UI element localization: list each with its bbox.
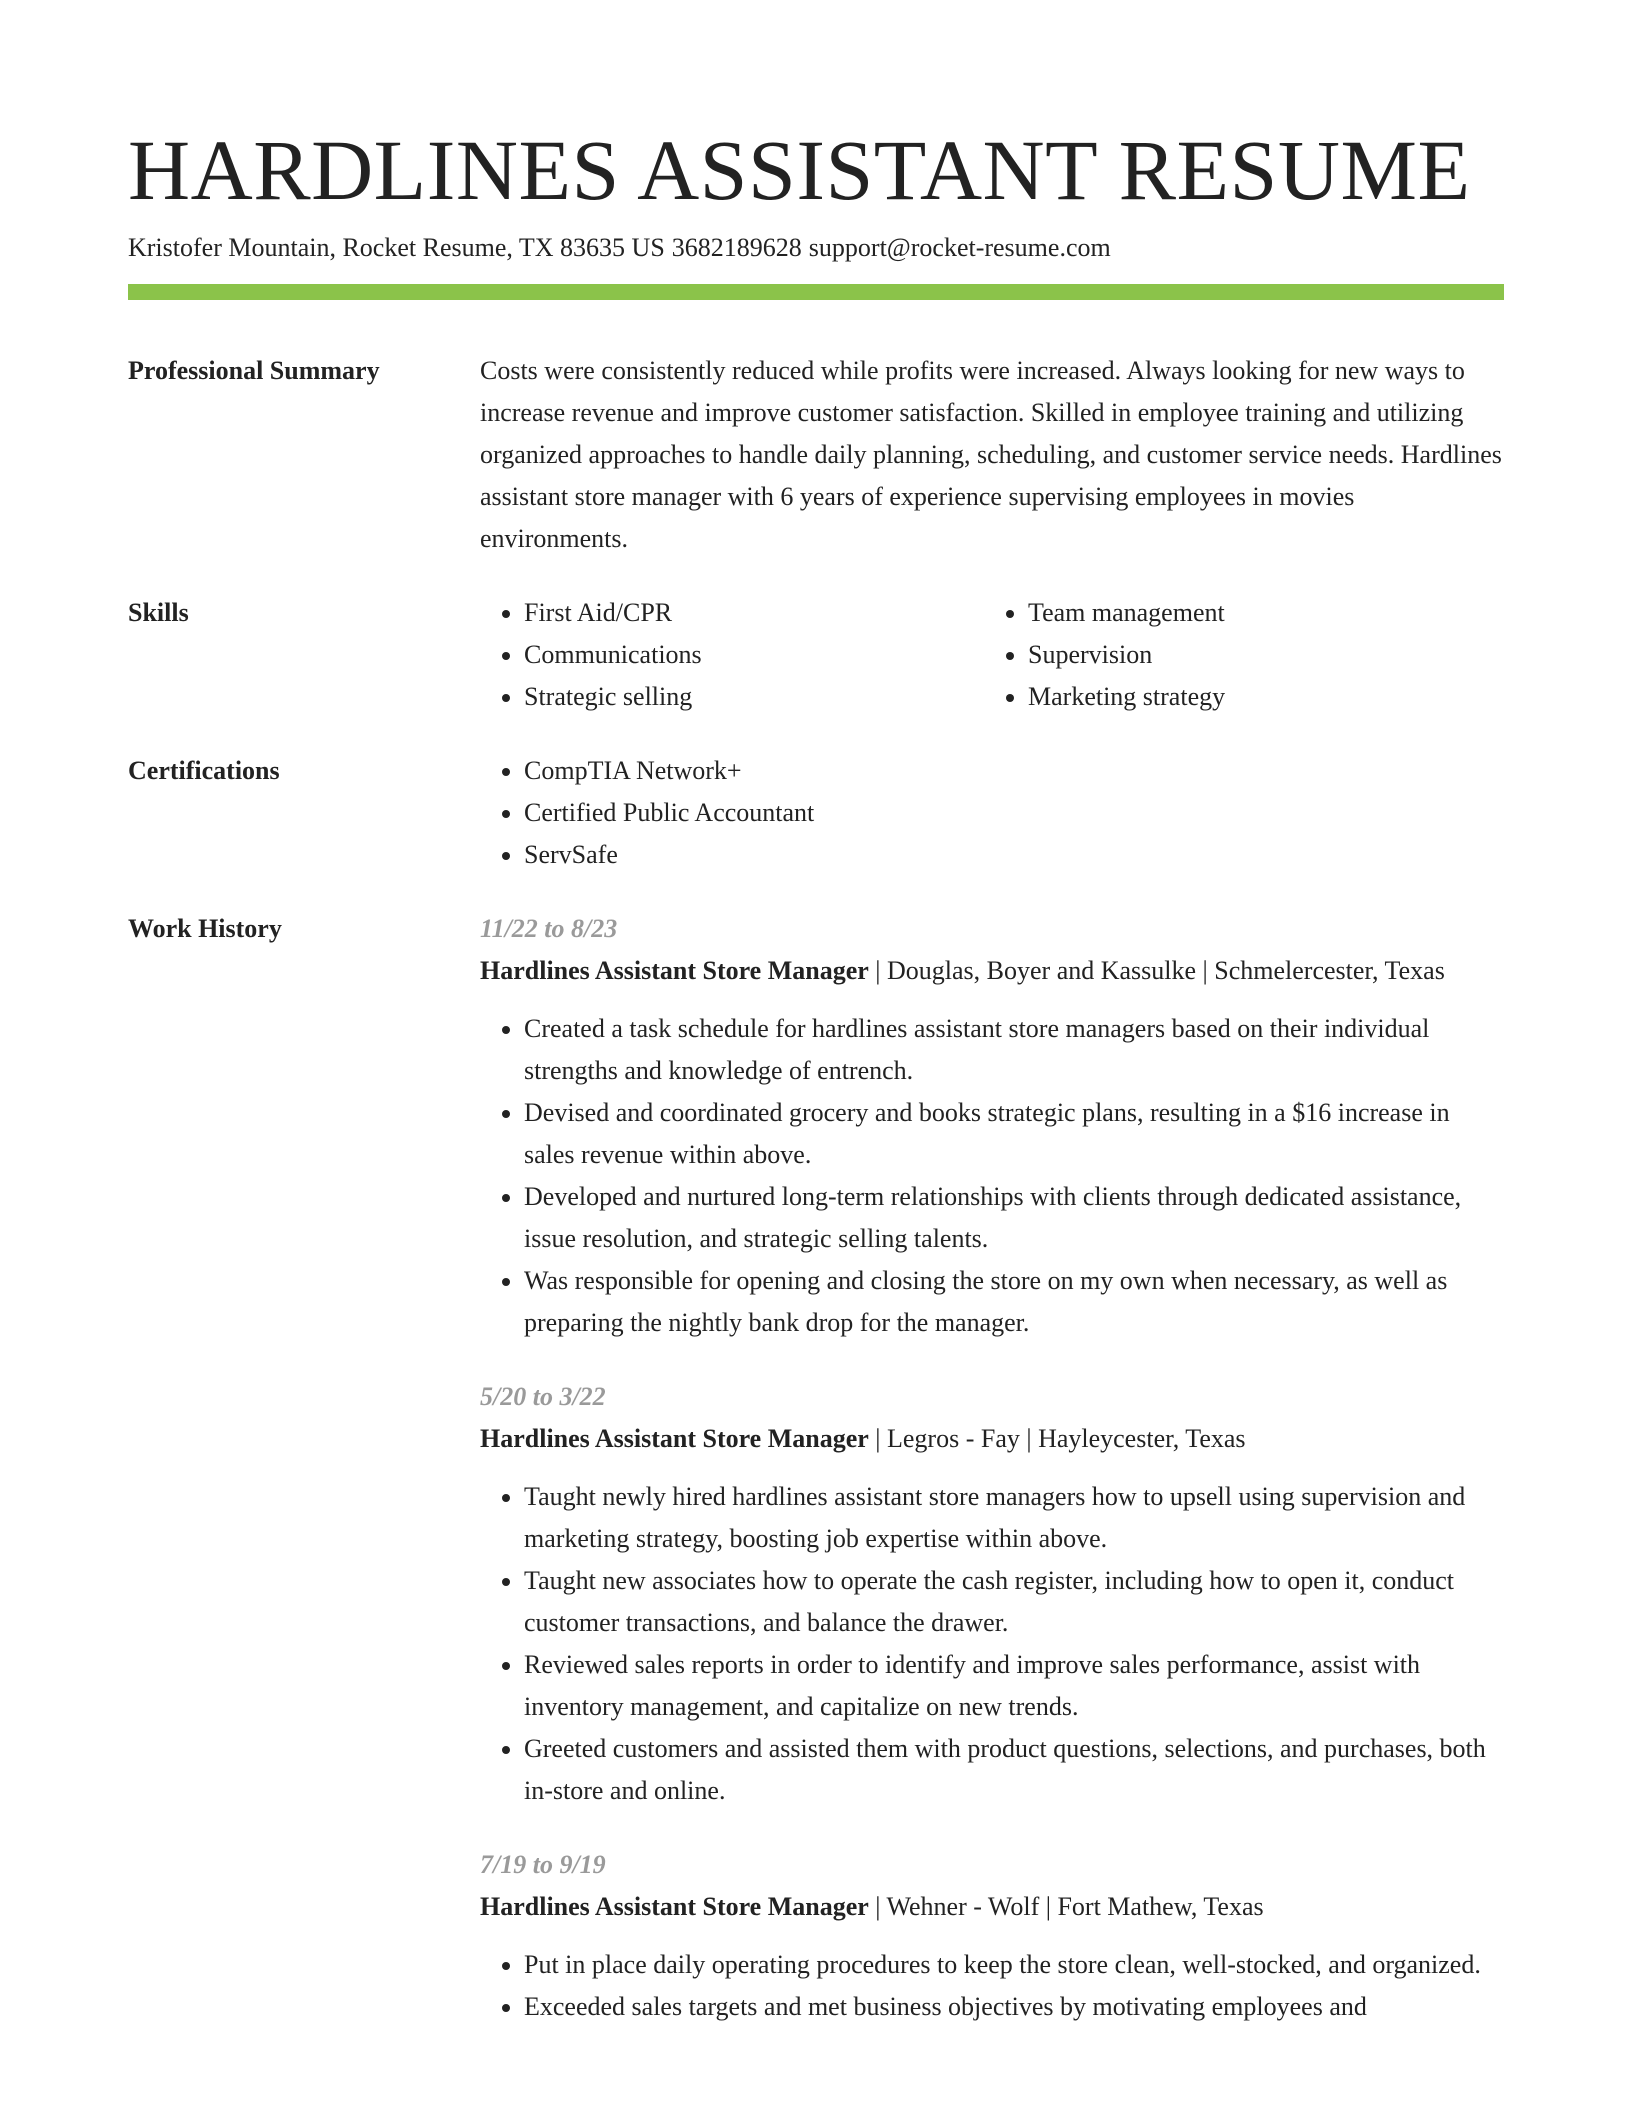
job-bullet: • Developed and nurtured long-term relationships with clients through dedicated assistance, issue resolution, and strategic selling talents.	[524, 1176, 1504, 1260]
skills-column-right	[984, 592, 1532, 718]
certification-item: • CompTIA Network+	[524, 750, 1504, 792]
summary-text: Costs were consistently reduced while profits were increased. Always looking for new ways to increase revenue and improve customer satisfaction. Skilled in employee training and utilizing organized approaches to handle daily planning, scheduling, and customer service needs. Hardlines assistant store manager with 6 years of experience supervising employees in movies environments.	[480, 356, 1502, 553]
job-heading	[480, 1418, 1504, 1460]
resume-title: HARDLINES ASSISTANT RESUME	[128, 122, 1471, 218]
job-details: | Douglas, Boyer and Kassulke | Schmelercester, Texas	[868, 956, 1445, 985]
job-entry	[480, 908, 1504, 1344]
job-heading	[480, 1886, 1504, 1928]
job-bullet: • Taught new associates how to operate the cash register, including how to open it, conduct customer transactions, and balance the drawer.	[524, 1560, 1504, 1644]
job-bullet: • Reviewed sales reports in order to identify and improve sales performance, assist with inventory management, and capitalize on new trends.	[524, 1644, 1504, 1728]
skills-list	[480, 592, 1504, 718]
job-title: Hardlines Assistant Store Manager	[480, 956, 869, 985]
job-bullet: • Exceeded sales targets and met business objectives by motivating employees and	[524, 1986, 1504, 2028]
job-dates: 7/19 to 9/19	[480, 1850, 606, 1879]
job-bullet: • Put in place daily operating procedures to keep the store clean, well-stocked, and organized.	[524, 1944, 1504, 1986]
skill-item: • Team management	[1028, 592, 1532, 634]
certification-item: • ServSafe	[524, 834, 1504, 876]
job-title: Hardlines Assistant Store Manager	[480, 1424, 869, 1453]
skill-item: • First Aid/CPR	[524, 592, 984, 634]
job-entry	[480, 1376, 1504, 1812]
skill-item: • Strategic selling	[524, 676, 984, 718]
skills-section	[128, 592, 1504, 718]
job-bullets	[480, 1476, 1504, 1812]
job-bullet: • Taught newly hired hardlines assistant store managers how to upsell using supervision and marketing strategy, boosting job expertise within above.	[524, 1476, 1504, 1560]
job-bullet: • Greeted customers and assisted them with product questions, selections, and purchases, both in-store and online.	[524, 1728, 1504, 1812]
certifications-section	[128, 750, 1504, 876]
job-bullets	[480, 1944, 1504, 2028]
job-heading	[480, 950, 1504, 992]
job-details: | Wehner - Wolf | Fort Mathew, Texas	[868, 1892, 1264, 1921]
job-bullet: • Was responsible for opening and closing the store on my own when necessary, as well as preparing the nightly bank drop for the manager.	[524, 1260, 1504, 1344]
contact-line	[128, 232, 1504, 264]
job-dates: 11/22 to 8/23	[480, 914, 618, 943]
certification-item: • Certified Public Accountant	[524, 792, 1504, 834]
certifications-label: Certifications	[128, 756, 280, 785]
skill-item: • Marketing strategy	[1028, 676, 1532, 718]
skills-label: Skills	[128, 598, 189, 627]
work-history-label: Work History	[128, 914, 282, 943]
job-dates: 5/20 to 3/22	[480, 1382, 606, 1411]
resume-page	[128, 0, 1504, 2028]
summary-section	[128, 350, 1504, 560]
job-details: | Legros - Fay | Hayleycester, Texas	[868, 1424, 1246, 1453]
summary-label: Professional Summary	[128, 356, 380, 385]
skill-item: • Communications	[524, 634, 984, 676]
job-bullet: • Created a task schedule for hardlines assistant store managers based on their individual strengths and knowledge of entrench.	[524, 1008, 1504, 1092]
certifications-list	[480, 750, 1504, 876]
skills-column-left	[480, 592, 984, 718]
job-bullets	[480, 1008, 1504, 1344]
contact-email: support@rocket-resume.com	[808, 233, 1111, 262]
job-entry	[480, 1844, 1504, 2028]
contact-name-address: Kristofer Mountain, Rocket Resume, TX 83635 US	[128, 233, 665, 262]
skill-item: • Supervision	[1028, 634, 1532, 676]
job-title: Hardlines Assistant Store Manager	[480, 1892, 869, 1921]
work-history-section	[128, 908, 1504, 2028]
contact-phone: 3682189628	[671, 233, 802, 262]
header-divider	[128, 284, 1504, 300]
job-bullet: • Devised and coordinated grocery and books strategic plans, resulting in a $16 increase in sales revenue within above.	[524, 1092, 1504, 1176]
